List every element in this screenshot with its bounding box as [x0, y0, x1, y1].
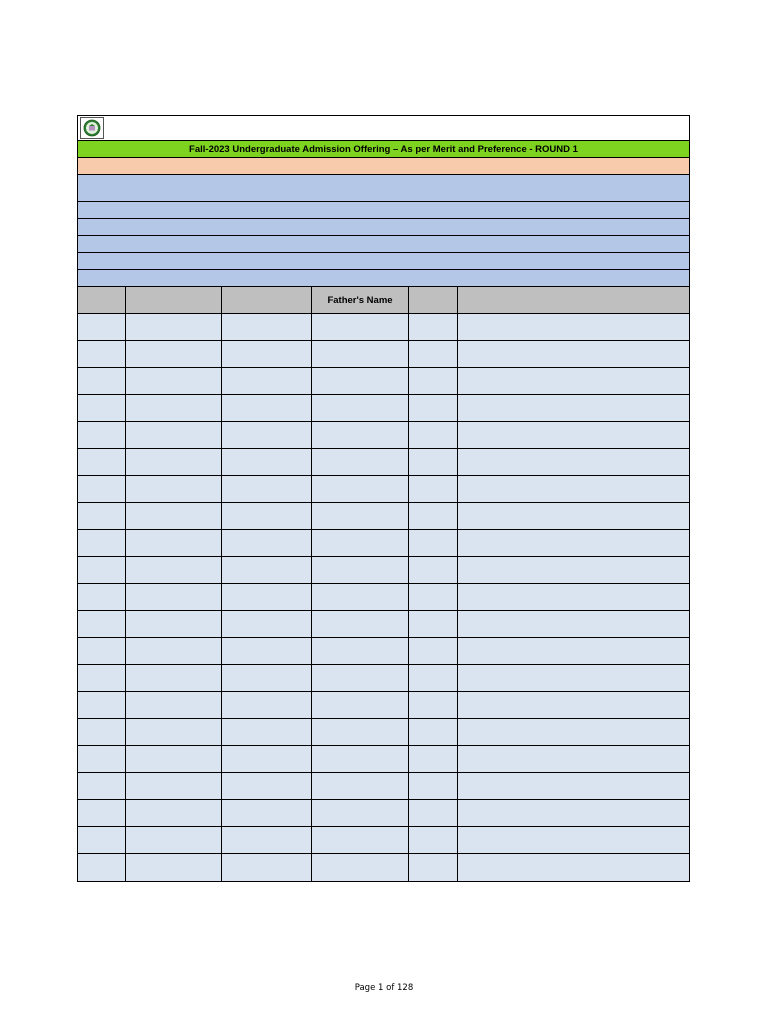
table-cell	[312, 476, 409, 503]
table-cell	[126, 584, 222, 611]
table-cell	[312, 665, 409, 692]
table-cell	[458, 665, 689, 692]
table-cell	[78, 449, 126, 476]
table-cell	[409, 665, 458, 692]
table-cell	[458, 530, 689, 557]
table-cell	[126, 449, 222, 476]
table-cell	[312, 530, 409, 557]
blue-band-1	[78, 175, 689, 202]
table-cell	[126, 854, 222, 881]
table-cell	[409, 719, 458, 746]
table-cell	[126, 341, 222, 368]
table-cell	[458, 773, 689, 800]
orange-band	[78, 158, 689, 175]
page-number: Page 1 of 128	[354, 983, 414, 993]
table-cell	[222, 503, 312, 530]
table-cell	[312, 692, 409, 719]
table-cell	[78, 503, 126, 530]
table-cell	[126, 773, 222, 800]
column-header	[222, 287, 312, 314]
table-cell	[458, 314, 689, 341]
table-cell	[222, 692, 312, 719]
column-header	[409, 287, 458, 314]
table-cell	[222, 854, 312, 881]
table-cell	[409, 584, 458, 611]
table-cell	[409, 773, 458, 800]
table-cell	[222, 476, 312, 503]
table-cell	[312, 800, 409, 827]
table-cell	[126, 800, 222, 827]
table-cell	[222, 584, 312, 611]
table-cell	[458, 476, 689, 503]
table-cell	[126, 719, 222, 746]
table-cell	[222, 314, 312, 341]
table-cell	[458, 449, 689, 476]
table-cell	[126, 557, 222, 584]
table-cell	[78, 854, 126, 881]
table-cell	[409, 449, 458, 476]
table-cell	[78, 692, 126, 719]
blue-band-5	[78, 253, 689, 270]
table-cell	[78, 395, 126, 422]
table-cell	[312, 449, 409, 476]
table-cell	[78, 557, 126, 584]
table-cell	[409, 746, 458, 773]
table-cell	[409, 638, 458, 665]
blue-band-2	[78, 202, 689, 219]
table-cell	[458, 638, 689, 665]
table-cell	[78, 422, 126, 449]
column-header	[126, 287, 222, 314]
table-cell	[78, 368, 126, 395]
table-cell	[409, 368, 458, 395]
table-cell	[458, 341, 689, 368]
table-cell	[458, 557, 689, 584]
table-cell	[409, 692, 458, 719]
table-cell	[409, 503, 458, 530]
table-cell	[458, 503, 689, 530]
table-cell	[312, 422, 409, 449]
table-cell	[312, 584, 409, 611]
table-cell	[312, 719, 409, 746]
table-cell	[458, 800, 689, 827]
table-cell	[222, 422, 312, 449]
column-header: Father's Name	[312, 287, 409, 314]
table-cell	[222, 638, 312, 665]
table-cell	[126, 368, 222, 395]
table-cell	[312, 341, 409, 368]
table-cell	[312, 557, 409, 584]
table-cell	[458, 692, 689, 719]
table-cell	[78, 314, 126, 341]
table-cell	[458, 827, 689, 854]
table-cell	[78, 584, 126, 611]
sheet-title: Fall-2023 Undergraduate Admission Offering – As per Merit and Preference - ROUND 1	[189, 143, 578, 155]
table-cell	[409, 800, 458, 827]
table-cell	[458, 611, 689, 638]
table-cell	[126, 530, 222, 557]
table-cell	[312, 773, 409, 800]
table-cell	[458, 746, 689, 773]
blue-band-4	[78, 236, 689, 253]
table-cell	[222, 449, 312, 476]
table-cell	[312, 746, 409, 773]
table-cell	[78, 827, 126, 854]
table-cell	[222, 773, 312, 800]
column-header	[458, 287, 689, 314]
table-cell	[78, 476, 126, 503]
table-cell	[312, 368, 409, 395]
table-cell	[312, 314, 409, 341]
table-cell	[126, 314, 222, 341]
table-cell	[222, 368, 312, 395]
table-cell	[126, 422, 222, 449]
title-band	[78, 141, 689, 158]
table-cell	[126, 746, 222, 773]
table-cell	[78, 611, 126, 638]
table-cell	[222, 800, 312, 827]
table-cell	[409, 422, 458, 449]
table-cell	[78, 341, 126, 368]
blue-band-3	[78, 219, 689, 236]
table-cell	[312, 611, 409, 638]
admission-table	[78, 287, 689, 881]
table-cell	[222, 746, 312, 773]
table-cell	[312, 395, 409, 422]
table-cell	[409, 557, 458, 584]
table-cell	[409, 827, 458, 854]
table-cell	[458, 854, 689, 881]
blue-band-6	[78, 270, 689, 287]
table-cell	[409, 476, 458, 503]
table-cell	[222, 395, 312, 422]
table-cell	[126, 611, 222, 638]
table-cell	[126, 476, 222, 503]
table-cell	[126, 827, 222, 854]
table-cell	[126, 503, 222, 530]
table-cell	[78, 530, 126, 557]
table-cell	[126, 638, 222, 665]
university-seal-icon	[80, 117, 104, 139]
table-cell	[409, 395, 458, 422]
table-cell	[222, 341, 312, 368]
table-cell	[222, 557, 312, 584]
table-cell	[458, 368, 689, 395]
table-cell	[78, 719, 126, 746]
table-cell	[78, 800, 126, 827]
table-cell	[78, 773, 126, 800]
table-cell	[78, 746, 126, 773]
table-cell	[222, 611, 312, 638]
table-cell	[458, 395, 689, 422]
table-cell	[458, 719, 689, 746]
table-cell	[312, 827, 409, 854]
table-cell	[312, 854, 409, 881]
table-cell	[409, 530, 458, 557]
table-cell	[409, 341, 458, 368]
table-cell	[222, 719, 312, 746]
table-cell	[458, 584, 689, 611]
logo-row	[78, 116, 689, 141]
table-cell	[126, 665, 222, 692]
table-cell	[312, 638, 409, 665]
table-cell	[409, 611, 458, 638]
table-cell	[409, 314, 458, 341]
table-cell	[126, 395, 222, 422]
table-cell	[78, 665, 126, 692]
column-header	[78, 287, 126, 314]
table-cell	[409, 854, 458, 881]
table-cell	[458, 422, 689, 449]
table-cell	[222, 530, 312, 557]
table-cell	[78, 638, 126, 665]
table-cell	[222, 665, 312, 692]
table-cell	[312, 503, 409, 530]
admission-sheet	[77, 115, 690, 882]
table-cell	[222, 827, 312, 854]
table-cell	[126, 692, 222, 719]
